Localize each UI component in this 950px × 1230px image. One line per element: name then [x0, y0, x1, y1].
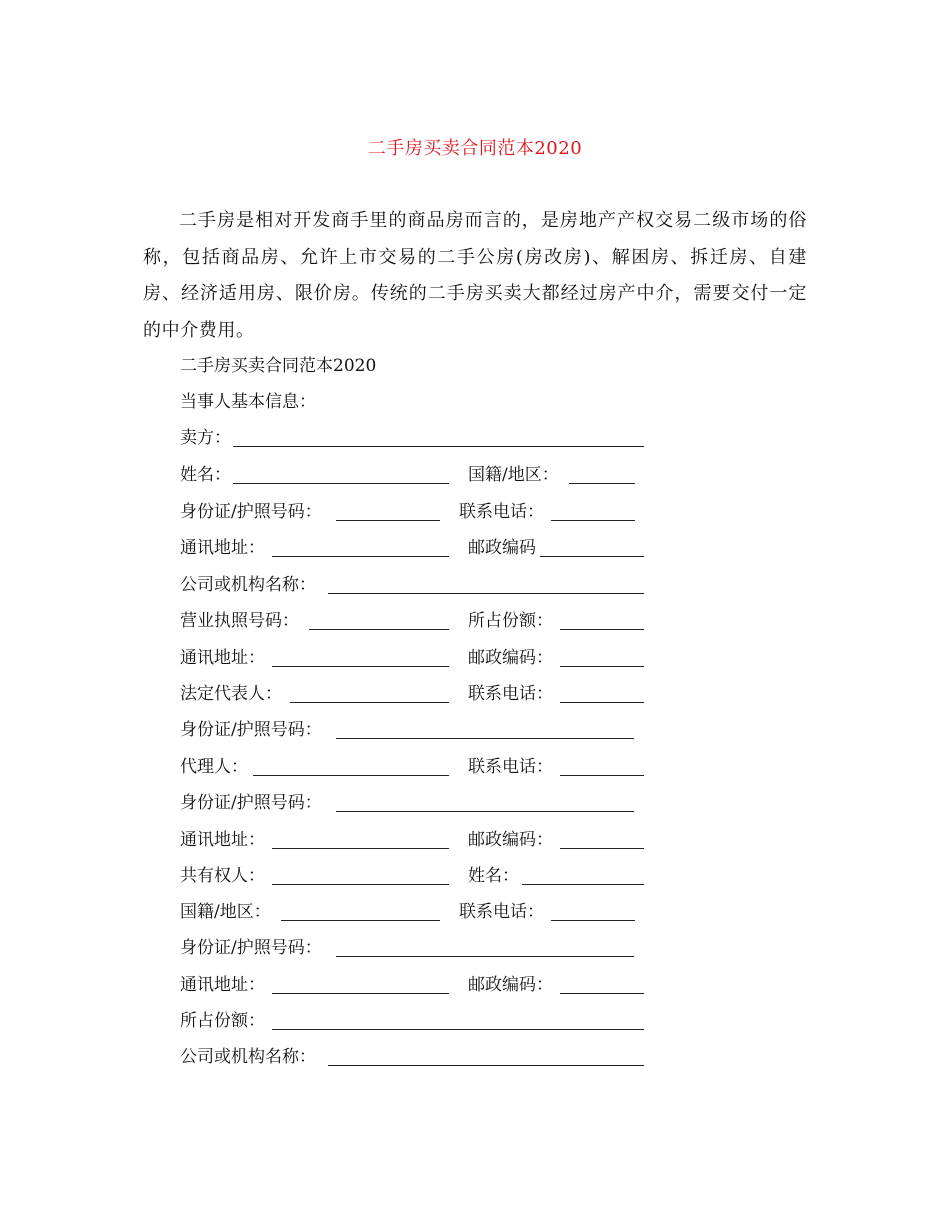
- seller-postcode-label: 邮政编码: [468, 538, 536, 558]
- co-owner-phone-label: 联系电话：: [459, 902, 544, 922]
- co-owner-id-label: 身份证/护照号码：: [180, 938, 322, 958]
- agent-address-label: 通讯地址：: [180, 830, 265, 850]
- share-blank[interactable]: [560, 629, 644, 630]
- agent-phone-label: 联系电话：: [468, 757, 553, 777]
- company-postcode-blank[interactable]: [560, 666, 644, 667]
- co-owner-name-blank[interactable]: [522, 884, 644, 885]
- document-title: 二手房买卖合同范本2020: [367, 138, 583, 159]
- company-address-label: 通讯地址：: [180, 648, 265, 668]
- agent-postcode-blank[interactable]: [560, 848, 644, 849]
- seller-id-label: 身份证/护照号码：: [180, 502, 322, 522]
- company-name-blank[interactable]: [328, 593, 644, 594]
- co-owner-blank[interactable]: [272, 884, 449, 885]
- company-postcode-label: 邮政编码：: [468, 648, 553, 668]
- legal-rep-phone-label: 联系电话：: [468, 684, 553, 704]
- agent-id-label: 身份证/护照号码：: [180, 793, 322, 813]
- legal-rep-label: 法定代表人：: [180, 684, 282, 704]
- seller-nationality-label: 国籍/地区：: [468, 465, 559, 485]
- seller-phone-blank[interactable]: [551, 520, 635, 521]
- agent-address-blank[interactable]: [272, 848, 449, 849]
- legal-rep-id-blank[interactable]: [336, 738, 634, 739]
- co-owner-id-blank[interactable]: [336, 956, 634, 957]
- co-owner-postcode-blank[interactable]: [560, 993, 644, 994]
- seller-address-blank[interactable]: [272, 556, 449, 557]
- license-label: 营业执照号码：: [180, 611, 299, 631]
- company-name-label: 公司或机构名称：: [180, 575, 316, 595]
- legal-rep-blank[interactable]: [290, 702, 449, 703]
- seller-address-label: 通讯地址：: [180, 538, 265, 558]
- co-owner-postcode-label: 邮政编码：: [468, 975, 553, 995]
- legal-rep-id-label: 身份证/护照号码：: [180, 720, 322, 740]
- intro-paragraph: 二手房是相对开发商手里的商品房而言的，是房地产产权交易二级市场的俗称，包括商品房、允许上市交易的二手公房(房改房)、解困房、拆迁房、自建房、经济适用房、限价房。传统的二手房买卖大都经过房产中介，需要交付一定的中介费用。: [143, 210, 807, 341]
- co-owner-address-label: 通讯地址：: [180, 975, 265, 995]
- seller-postcode-blank[interactable]: [540, 556, 644, 557]
- co-owner-company-label: 公司或机构名称：: [180, 1047, 316, 1067]
- seller-blank[interactable]: [233, 446, 644, 447]
- agent-phone-blank[interactable]: [560, 775, 644, 776]
- co-owner-share-blank[interactable]: [272, 1029, 644, 1030]
- seller-nationality-blank[interactable]: [569, 483, 635, 484]
- subtitle: 二手房买卖合同范本2020: [180, 356, 377, 376]
- seller-name-blank[interactable]: [233, 483, 449, 484]
- company-address-blank[interactable]: [272, 666, 449, 667]
- co-owner-name-label: 姓名：: [468, 866, 519, 886]
- co-owner-share-label: 所占份额：: [180, 1011, 265, 1031]
- co-owner-nationality-blank[interactable]: [281, 920, 440, 921]
- co-owner-address-blank[interactable]: [272, 993, 449, 994]
- seller-name-label: 姓名：: [180, 465, 231, 485]
- co-owner-label: 共有权人：: [180, 866, 265, 886]
- seller-phone-label: 联系电话：: [459, 502, 544, 522]
- share-label: 所占份额：: [468, 611, 553, 631]
- seller-label: 卖方：: [180, 428, 231, 448]
- seller-id-blank[interactable]: [336, 520, 440, 521]
- section-heading: 当事人基本信息：: [180, 392, 316, 412]
- agent-label: 代理人：: [180, 757, 248, 777]
- co-owner-phone-blank[interactable]: [551, 920, 635, 921]
- agent-id-blank[interactable]: [336, 811, 634, 812]
- co-owner-nationality-label: 国籍/地区：: [180, 902, 271, 922]
- license-blank[interactable]: [309, 629, 449, 630]
- agent-blank[interactable]: [253, 775, 449, 776]
- co-owner-company-blank[interactable]: [328, 1065, 644, 1066]
- agent-postcode-label: 邮政编码：: [468, 830, 553, 850]
- legal-rep-phone-blank[interactable]: [560, 702, 644, 703]
